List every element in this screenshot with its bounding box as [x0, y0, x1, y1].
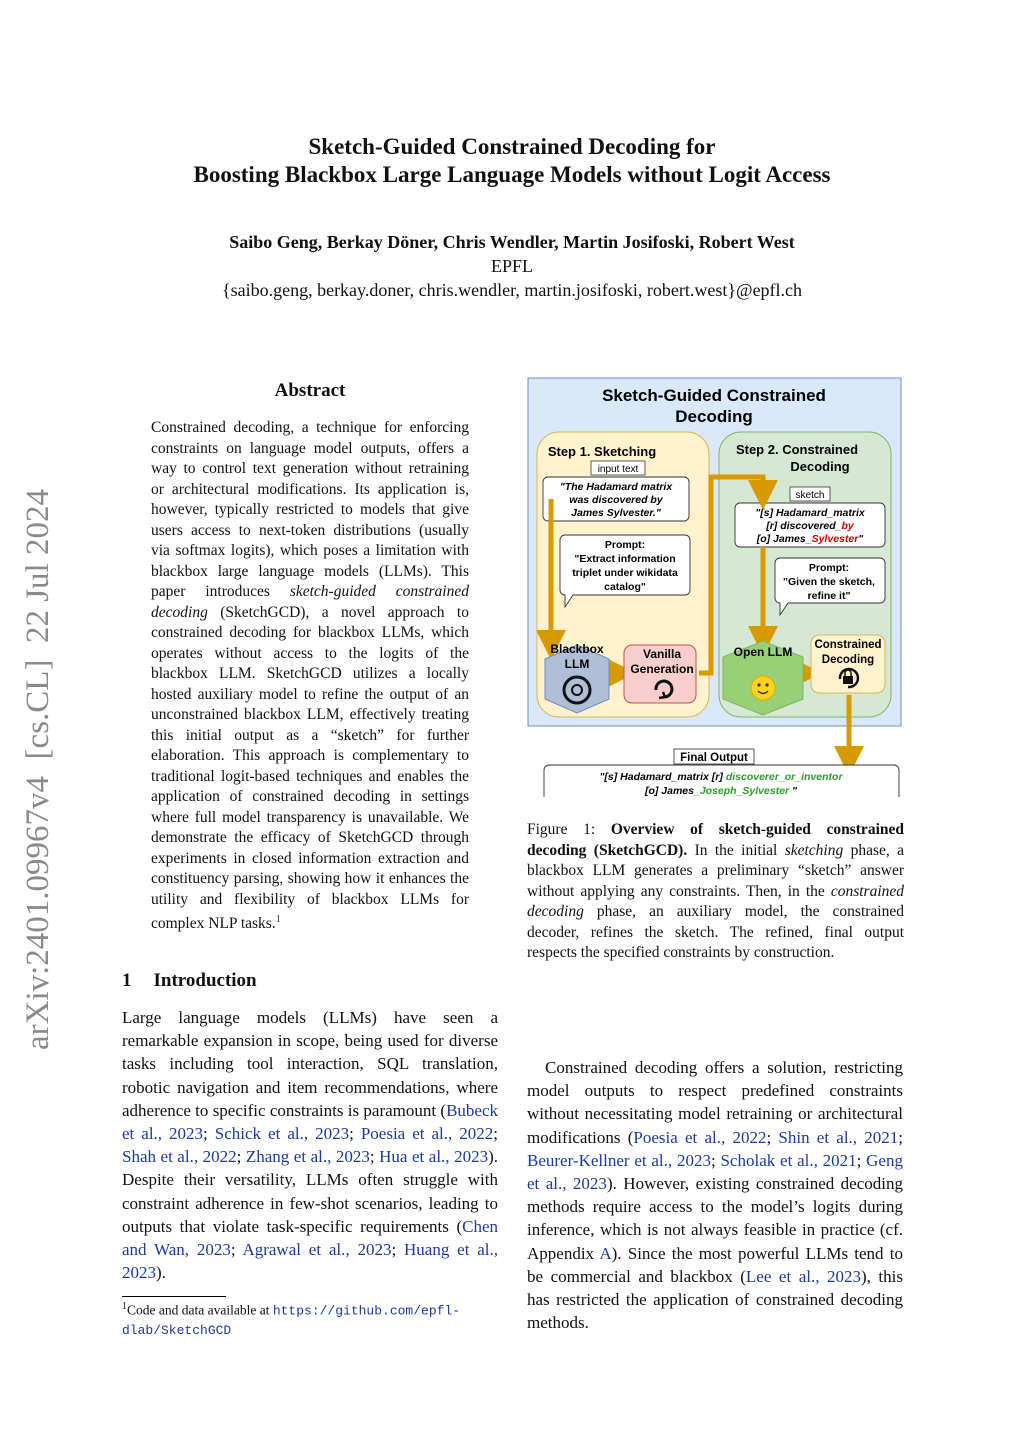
svg-text:[r] discovered_by: [r] discovered_by: [766, 520, 854, 532]
vanilla-generation: [624, 645, 696, 703]
constrained-decoding-paragraph: Constrained decoding offers a solution, restricting model outputs to respect predefined constraints without necessitating model retraining or architectural modifications (Poesia et al., 2022; Shin et al., 2021; Beurer-Kellner et al., 2023; Scholak et al., 2021; Geng et al., 2023). However, existing constrained decoding methods require access to the model’s logits during inference, which is not always feasible in practice (cf. Appendix A). Since the most powerful LLMs tend to be commercial and blackbox (Lee et al., 2023), this has restricted the application of constrained decoding methods.: [527, 1058, 904, 1333]
citation-link[interactable]: Hua et al., 2023: [379, 1147, 489, 1167]
svg-text:[o] James_Joseph_Sylvester ": [o] James_Joseph_Sylvester ": [644, 785, 798, 797]
citation-link[interactable]: Shin et al., 2021: [778, 1127, 899, 1147]
citation-link[interactable]: Shah et al., 2022: [122, 1147, 237, 1167]
svg-text:triplet under wikidata: triplet under wikidata: [572, 567, 678, 579]
citation-link[interactable]: Poesia et al., 2022: [633, 1127, 767, 1147]
code-url-link[interactable]: https://github.com/epfl-dlab/SketchGCD: [122, 1303, 461, 1338]
citation-link[interactable]: Lee et al., 2023: [745, 1266, 861, 1286]
svg-text:[o] James_Sylvester": [o] James_Sylvester": [756, 533, 864, 545]
citation-link[interactable]: Scholak et al., 2021: [720, 1150, 857, 1170]
title-line-1: Sketch-Guided Constrained Decoding for: [308, 134, 716, 159]
svg-text:"Given the sketch,: "Given the sketch,: [783, 576, 875, 588]
svg-text:sketch: sketch: [795, 490, 825, 501]
paper-title: [0, 133, 1024, 189]
figure-1-caption: Figure 1: Overview of sketch-guided constrained decoding (SketchGCD). In the initial sketching phase, a blackbox LLM generates a preliminary “sketch” answer without applying any constraints. Then, in the constrained decoding phase, an auxiliary model, the constrained decoder, refines the sketch. The refined, final output respects the specified constraints by construction.: [527, 821, 905, 961]
footnote-ref[interactable]: 1: [275, 914, 281, 925]
intro-paragraph: Large language models (LLMs) have seen a remarkable expansion in scope, being used for diverse tasks including tool interaction, SQL translation, robotic navigation and item recommendations, where adherence to specific constraints is paramount (Bubeck et al., 2023; Schick et al., 2023; Poesia et al., 2022; Shah et al., 2022; Zhang et al., 2023; Hua et al., 2023). Despite their versatility, LLMs often struggle with constraint adherence in few-shot scenarios, leading to outputs that violate task-specific requirements (Chen and Wan, 2023; Agrawal et al., 2023; Huang et al., 2023).: [122, 1008, 498, 1283]
svg-text:Prompt:: Prompt:: [808, 562, 850, 574]
svg-text:"Extract information: "Extract information: [574, 553, 676, 565]
svg-text:"[s] Hadamard_matrix: "[s] Hadamard_matrix: [755, 507, 865, 519]
author-emails: {saibo.geng, berkay.doner, chris.wendler, martin.josifoski, robert.west}@epfl.ch: [221, 280, 803, 300]
hugging-face-icon: [751, 676, 775, 700]
citation-link[interactable]: Beurer-Kellner et al., 2023: [527, 1150, 711, 1170]
footnote: $^1$Code and data available at https://github.com/epfl-dlab/SketchGCD: [122, 1301, 461, 1338]
svg-text:Prompt:: Prompt:: [604, 539, 646, 551]
section-heading: 1 Introduction: [122, 970, 257, 991]
step2-title-line-2: Decoding: [790, 459, 850, 474]
svg-text:Constrained: Constrained: [814, 639, 882, 651]
citation-link[interactable]: Zhang et al., 2023: [245, 1147, 370, 1167]
step1-title: Step 1. Sketching: [547, 444, 657, 459]
blackbox-llm: [545, 642, 609, 713]
step2-title-line-1: Step 2. Constrained: [735, 442, 859, 457]
abstract-heading: Abstract: [274, 380, 346, 401]
citation-link[interactable]: Chen and Wan, 2023: [122, 1216, 498, 1260]
citation-link[interactable]: Huang et al., 2023: [122, 1240, 498, 1283]
citation-link[interactable]: Agrawal et al., 2023: [242, 1240, 392, 1260]
title-line-2: Boosting Blackbox Large Language Models without Logit Access: [193, 162, 831, 187]
svg-text:Blackbox: Blackbox: [550, 642, 604, 656]
svg-text:LLM: LLM: [564, 657, 590, 671]
svg-text:input text: input text: [597, 464, 639, 475]
author-list: Saibo Geng, Berkay Döner, Chris Wendler, Martin Josifoski, Robert West: [229, 232, 795, 252]
citation-link[interactable]: Bubeck et al., 2023: [122, 1100, 498, 1144]
svg-text:"The Hadamard matrix: "The Hadamard matrix: [559, 481, 673, 493]
svg-text:James Sylvester.": James Sylvester.": [571, 507, 661, 519]
citation-link[interactable]: Schick et al., 2023: [214, 1124, 350, 1144]
citation-link[interactable]: Geng et al., 2023: [527, 1150, 903, 1194]
svg-text:Vanilla: Vanilla: [642, 647, 682, 661]
constrained-decoding: [811, 635, 885, 693]
figure-1-diagram: [527, 377, 907, 797]
affiliation: EPFL: [490, 256, 533, 276]
citation-link[interactable]: Poesia et al., 2022: [360, 1124, 494, 1144]
svg-text:was discovered by: was discovered by: [569, 494, 663, 506]
arxiv-stamp: arXiv:2401.09967v4 [cs.CL] 22 Jul 2024: [20, 489, 56, 1050]
appendix-link[interactable]: A: [599, 1243, 612, 1263]
svg-text:Generation: Generation: [630, 662, 694, 676]
figure-title-line-2: Decoding: [675, 407, 753, 426]
svg-text:refine it": refine it": [807, 590, 851, 602]
svg-text:Open LLM: Open LLM: [733, 645, 793, 659]
figure-title-line-1: Sketch-Guided Constrained: [602, 386, 826, 405]
open-llm: [723, 641, 803, 715]
svg-text:"[s] Hadamard_matrix [r] disco: "[s] Hadamard_matrix [r] discoverer_or_inventor: [599, 771, 843, 783]
svg-text:Final Output: Final Output: [680, 752, 748, 764]
abstract-body: Constrained decoding, a technique for enforcing constraints on language model outputs, offers a way to control text generation without retraining or architectural modifications. Its application is, however, typically restricted to models that give users access to next-token distributions (usually via softmax logits), which poses a limitation with blackbox large language models (LLMs). This paper introduces sketch-guided constrained decoding (SketchGCD), a novel approach to constrained decoding for blackbox LLMs, which operates without access to the logits of the blackbox LLM. SketchGCD utilizes a locally hosted auxiliary model to refine the output of an unconstrained blackbox LLM, effectively treating this initial output as a “sketch” for further elaboration. This approach is complementary to traditional logit-based techniques and enables the application of constrained decoding in settings where full model transparency is unavailable. We demonstrate the efficacy of SketchGCD through experiments in closed information extraction and constituency parsing, showing how it enhances the utility and flexibility of blackbox LLMs for complex NLP tasks.$^1$: [151, 419, 469, 933]
svg-text:Decoding: Decoding: [821, 654, 875, 666]
svg-text:catalog": catalog": [604, 581, 646, 593]
footnote-rule: [122, 1296, 226, 1297]
